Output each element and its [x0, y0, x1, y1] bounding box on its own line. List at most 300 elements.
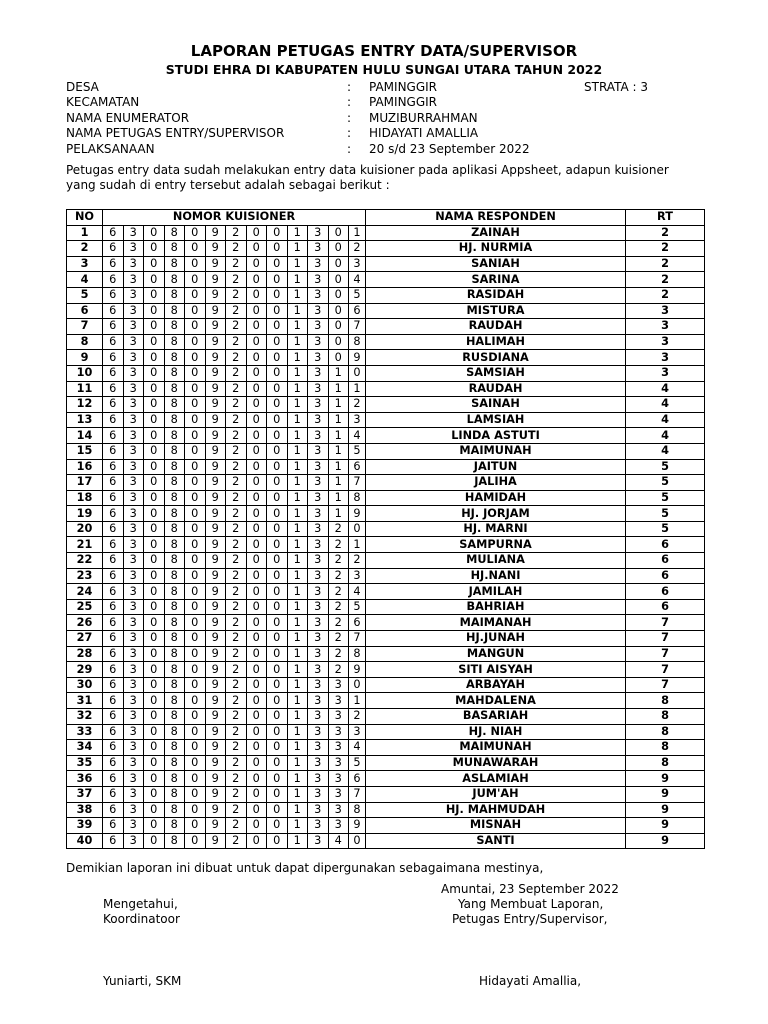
- kuisioner-digit-cell: 2: [226, 412, 247, 428]
- kuisioner-digit-cell: 0: [185, 833, 206, 849]
- kuisioner-digit-cell: 6: [103, 662, 124, 678]
- respondent-name-cell: HAMIDAH: [366, 490, 626, 506]
- kuisioner-digit-cell: 0: [246, 693, 267, 709]
- kuisioner-digit-cell: 6: [103, 443, 124, 459]
- kuisioner-digit-cell: 0: [267, 755, 288, 771]
- rt-cell: 3: [626, 303, 705, 319]
- kuisioner-digit-cell: 1: [349, 693, 366, 709]
- kuisioner-digit-cell: 1: [287, 615, 308, 631]
- kuisioner-digit-cell: 8: [164, 693, 185, 709]
- kuisioner-digit-cell: 3: [308, 771, 329, 787]
- kuisioner-digit-cell: 3: [123, 350, 144, 366]
- kuisioner-digit-cell: 2: [226, 256, 247, 272]
- respondent-name-cell: MAHDALENA: [366, 693, 626, 709]
- kuisioner-digit-cell: 0: [144, 599, 165, 615]
- kuisioner-digit-cell: 2: [226, 724, 247, 740]
- row-number-cell: 14: [67, 428, 103, 444]
- kuisioner-digit-cell: 3: [123, 490, 144, 506]
- kuisioner-digit-cell: 3: [123, 428, 144, 444]
- kuisioner-digit-cell: 4: [349, 584, 366, 600]
- header-nama-responden: NAMA RESPONDEN: [366, 210, 626, 226]
- kuisioner-digit-cell: 9: [205, 319, 226, 335]
- kuisioner-digit-cell: 3: [123, 287, 144, 303]
- respondent-name-cell: MISNAH: [366, 818, 626, 834]
- kuisioner-digit-cell: 0: [246, 397, 267, 413]
- kuisioner-digit-cell: 3: [308, 709, 329, 725]
- kuisioner-digit-cell: 3: [123, 459, 144, 475]
- kuisioner-digit-cell: 0: [144, 833, 165, 849]
- kuisioner-digit-cell: 1: [349, 537, 366, 553]
- kuisioner-digit-cell: 0: [267, 771, 288, 787]
- respondent-name-cell: ZAINAH: [366, 225, 626, 241]
- signature-left-line2: Koordinatoor: [103, 912, 180, 926]
- table-row: [67, 365, 705, 381]
- kuisioner-digit-cell: 8: [164, 677, 185, 693]
- kuisioner-digit-cell: 0: [246, 241, 267, 257]
- rt-cell: 2: [626, 287, 705, 303]
- kuisioner-digit-cell: 9: [205, 272, 226, 288]
- kuisioner-digit-cell: 5: [349, 287, 366, 303]
- respondent-name-cell: SARINA: [366, 272, 626, 288]
- table-row: [67, 693, 705, 709]
- kuisioner-digit-cell: 1: [287, 412, 308, 428]
- kuisioner-digit-cell: 0: [267, 428, 288, 444]
- kuisioner-digit-cell: 2: [226, 459, 247, 475]
- kuisioner-digit-cell: 3: [308, 272, 329, 288]
- kuisioner-digit-cell: 0: [185, 256, 206, 272]
- kuisioner-digit-cell: 1: [287, 350, 308, 366]
- kuisioner-digit-cell: 3: [308, 740, 329, 756]
- kuisioner-digit-cell: 9: [205, 693, 226, 709]
- kuisioner-digit-cell: 1: [287, 584, 308, 600]
- kuisioner-digit-cell: 6: [349, 771, 366, 787]
- closing-statement: Demikian laporan ini dibuat untuk dapat dipergunakan sebagaimana mestinya,: [66, 861, 544, 875]
- kuisioner-digit-cell: 1: [349, 381, 366, 397]
- table-row: [67, 537, 705, 553]
- respondent-name-cell: RAUDAH: [366, 319, 626, 335]
- kuisioner-digit-cell: 3: [308, 646, 329, 662]
- row-number-cell: 17: [67, 475, 103, 491]
- kuisioner-digit-cell: 3: [349, 724, 366, 740]
- kuisioner-digit-cell: 1: [287, 553, 308, 569]
- kuisioner-digit-cell: 6: [103, 241, 124, 257]
- row-number-cell: 9: [67, 350, 103, 366]
- kuisioner-digit-cell: 8: [164, 490, 185, 506]
- kuisioner-digit-cell: 0: [144, 537, 165, 553]
- kuisioner-digit-cell: 3: [308, 802, 329, 818]
- row-number-cell: 3: [67, 256, 103, 272]
- kuisioner-digit-cell: 0: [246, 599, 267, 615]
- kuisioner-digit-cell: 0: [246, 568, 267, 584]
- kuisioner-digit-cell: 9: [205, 443, 226, 459]
- kuisioner-digit-cell: 0: [144, 365, 165, 381]
- kuisioner-digit-cell: 0: [267, 568, 288, 584]
- header-rt: RT: [626, 210, 705, 226]
- kuisioner-digit-cell: 0: [246, 615, 267, 631]
- kuisioner-digit-cell: 1: [287, 818, 308, 834]
- kuisioner-digit-cell: 8: [164, 709, 185, 725]
- kuisioner-digit-cell: 9: [205, 677, 226, 693]
- kuisioner-digit-cell: 2: [226, 786, 247, 802]
- signature-left-name: Yuniarti, SKM: [103, 974, 182, 988]
- kuisioner-digit-cell: 6: [103, 537, 124, 553]
- kuisioner-digit-cell: 0: [267, 256, 288, 272]
- kuisioner-digit-cell: 8: [164, 443, 185, 459]
- kuisioner-digit-cell: 6: [103, 256, 124, 272]
- respondent-name-cell: SAINAH: [366, 397, 626, 413]
- kuisioner-digit-cell: 0: [144, 412, 165, 428]
- kuisioner-digit-cell: 2: [226, 755, 247, 771]
- meta-value: PAMINGGIR: [369, 80, 438, 94]
- respondent-name-cell: HJ. NIAH: [366, 724, 626, 740]
- kuisioner-digit-cell: 3: [308, 287, 329, 303]
- kuisioner-digit-cell: 0: [328, 241, 349, 257]
- kuisioner-digit-cell: 9: [205, 802, 226, 818]
- kuisioner-digit-cell: 2: [226, 584, 247, 600]
- kuisioner-digit-cell: 6: [103, 506, 124, 522]
- kuisioner-digit-cell: 2: [328, 662, 349, 678]
- table-row: [67, 677, 705, 693]
- kuisioner-digit-cell: 3: [308, 428, 329, 444]
- kuisioner-digit-cell: 0: [246, 272, 267, 288]
- kuisioner-digit-cell: 3: [328, 771, 349, 787]
- kuisioner-digit-cell: 8: [164, 319, 185, 335]
- kuisioner-digit-cell: 9: [205, 428, 226, 444]
- kuisioner-digit-cell: 0: [267, 740, 288, 756]
- respondent-name-cell: JAITUN: [366, 459, 626, 475]
- kuisioner-digit-cell: 8: [164, 740, 185, 756]
- kuisioner-digit-cell: 0: [185, 599, 206, 615]
- kuisioner-digit-cell: 0: [144, 256, 165, 272]
- row-number-cell: 39: [67, 818, 103, 834]
- kuisioner-digit-cell: 1: [287, 475, 308, 491]
- respondent-name-cell: HJ. NURMIA: [366, 241, 626, 257]
- kuisioner-digit-cell: 6: [103, 397, 124, 413]
- kuisioner-digit-cell: 2: [328, 631, 349, 647]
- kuisioner-digit-cell: 9: [205, 287, 226, 303]
- kuisioner-digit-cell: 9: [205, 771, 226, 787]
- rt-cell: 8: [626, 755, 705, 771]
- kuisioner-digit-cell: 0: [267, 319, 288, 335]
- kuisioner-digit-cell: 6: [103, 693, 124, 709]
- kuisioner-digit-cell: 2: [328, 646, 349, 662]
- respondent-name-cell: SAMPURNA: [366, 537, 626, 553]
- kuisioner-digit-cell: 0: [267, 615, 288, 631]
- kuisioner-digit-cell: 1: [287, 771, 308, 787]
- kuisioner-digit-cell: 1: [287, 381, 308, 397]
- kuisioner-digit-cell: 0: [246, 428, 267, 444]
- kuisioner-digit-cell: 9: [205, 786, 226, 802]
- respondent-name-cell: RASIDAH: [366, 287, 626, 303]
- kuisioner-digit-cell: 0: [246, 287, 267, 303]
- kuisioner-digit-cell: 3: [308, 506, 329, 522]
- kuisioner-digit-cell: 3: [123, 568, 144, 584]
- kuisioner-digit-cell: 0: [185, 771, 206, 787]
- kuisioner-digit-cell: 0: [144, 490, 165, 506]
- kuisioner-digit-cell: 3: [308, 225, 329, 241]
- kuisioner-digit-cell: 3: [349, 412, 366, 428]
- rt-cell: 8: [626, 740, 705, 756]
- kuisioner-digit-cell: 0: [185, 225, 206, 241]
- respondent-name-cell: LINDA ASTUTI: [366, 428, 626, 444]
- kuisioner-digit-cell: 3: [308, 833, 329, 849]
- kuisioner-digit-cell: 0: [267, 584, 288, 600]
- signature-right-line1: Yang Membuat Laporan,: [458, 897, 604, 911]
- row-number-cell: 35: [67, 755, 103, 771]
- table-row: [67, 241, 705, 257]
- table-row: [67, 709, 705, 725]
- kuisioner-digit-cell: 0: [267, 365, 288, 381]
- kuisioner-digit-cell: 3: [328, 724, 349, 740]
- kuisioner-digit-cell: 0: [246, 225, 267, 241]
- row-number-cell: 18: [67, 490, 103, 506]
- kuisioner-digit-cell: 8: [349, 490, 366, 506]
- row-number-cell: 26: [67, 615, 103, 631]
- kuisioner-digit-cell: 8: [164, 537, 185, 553]
- rt-cell: 6: [626, 584, 705, 600]
- kuisioner-digit-cell: 6: [103, 724, 124, 740]
- kuisioner-digit-cell: 8: [164, 662, 185, 678]
- respondent-name-cell: MANGUN: [366, 646, 626, 662]
- kuisioner-digit-cell: 3: [308, 631, 329, 647]
- row-number-cell: 40: [67, 833, 103, 849]
- kuisioner-digit-cell: 8: [164, 506, 185, 522]
- kuisioner-digit-cell: 3: [308, 724, 329, 740]
- kuisioner-digit-cell: 0: [267, 303, 288, 319]
- kuisioner-digit-cell: 3: [123, 334, 144, 350]
- row-number-cell: 4: [67, 272, 103, 288]
- table-row: [67, 818, 705, 834]
- kuisioner-digit-cell: 3: [123, 786, 144, 802]
- kuisioner-digit-cell: 3: [328, 818, 349, 834]
- kuisioner-digit-cell: 3: [328, 693, 349, 709]
- table-row: [67, 740, 705, 756]
- row-number-cell: 13: [67, 412, 103, 428]
- table-row: [67, 428, 705, 444]
- kuisioner-digit-cell: 8: [349, 646, 366, 662]
- kuisioner-digit-cell: 8: [164, 381, 185, 397]
- kuisioner-digit-cell: 0: [267, 397, 288, 413]
- table-row: [67, 334, 705, 350]
- kuisioner-digit-cell: 1: [328, 490, 349, 506]
- row-number-cell: 22: [67, 553, 103, 569]
- kuisioner-digit-cell: 0: [144, 443, 165, 459]
- kuisioner-digit-cell: 3: [308, 521, 329, 537]
- kuisioner-digit-cell: 0: [267, 334, 288, 350]
- meta-value: HIDAYATI AMALLIA: [369, 126, 479, 141]
- kuisioner-digit-cell: 1: [328, 412, 349, 428]
- kuisioner-digit-cell: 0: [185, 740, 206, 756]
- rt-cell: 7: [626, 615, 705, 631]
- respondent-name-cell: ARBAYAH: [366, 677, 626, 693]
- kuisioner-digit-cell: 0: [144, 319, 165, 335]
- kuisioner-digit-cell: 3: [349, 568, 366, 584]
- table-header-row: [67, 210, 705, 226]
- kuisioner-digit-cell: 9: [349, 818, 366, 834]
- kuisioner-digit-cell: 0: [185, 287, 206, 303]
- kuisioner-digit-cell: 0: [185, 350, 206, 366]
- rt-cell: 9: [626, 818, 705, 834]
- kuisioner-digit-cell: 0: [144, 287, 165, 303]
- respondent-name-cell: SAMSIAH: [366, 365, 626, 381]
- kuisioner-digit-cell: 3: [123, 225, 144, 241]
- kuisioner-digit-cell: 6: [103, 709, 124, 725]
- kuisioner-digit-cell: 1: [287, 490, 308, 506]
- table-row: [67, 786, 705, 802]
- kuisioner-digit-cell: 9: [205, 225, 226, 241]
- kuisioner-digit-cell: 1: [328, 365, 349, 381]
- row-number-cell: 1: [67, 225, 103, 241]
- respondent-name-cell: MAIMUNAH: [366, 443, 626, 459]
- kuisioner-digit-cell: 0: [328, 334, 349, 350]
- kuisioner-digit-cell: 0: [267, 272, 288, 288]
- kuisioner-digit-cell: 2: [226, 319, 247, 335]
- kuisioner-digit-cell: 2: [226, 506, 247, 522]
- respondent-name-cell: JAMILAH: [366, 584, 626, 600]
- meta-enumerator: [66, 111, 706, 126]
- row-number-cell: 11: [67, 381, 103, 397]
- kuisioner-digit-cell: 8: [164, 428, 185, 444]
- table-row: [67, 506, 705, 522]
- kuisioner-digit-cell: 8: [164, 802, 185, 818]
- kuisioner-digit-cell: 0: [144, 475, 165, 491]
- respondent-name-cell: ASLAMIAH: [366, 771, 626, 787]
- kuisioner-digit-cell: 9: [205, 662, 226, 678]
- kuisioner-digit-cell: 3: [123, 662, 144, 678]
- table-row: [67, 350, 705, 366]
- kuisioner-digit-cell: 1: [287, 225, 308, 241]
- kuisioner-digit-cell: 2: [328, 599, 349, 615]
- kuisioner-digit-cell: 0: [185, 786, 206, 802]
- kuisioner-digit-cell: 0: [185, 693, 206, 709]
- kuisioner-digit-cell: 0: [328, 272, 349, 288]
- kuisioner-digit-cell: 3: [308, 662, 329, 678]
- kuisioner-digit-cell: 2: [226, 833, 247, 849]
- kuisioner-digit-cell: 2: [328, 521, 349, 537]
- kuisioner-digit-cell: 0: [328, 319, 349, 335]
- kuisioner-digit-cell: 0: [267, 724, 288, 740]
- kuisioner-digit-cell: 0: [185, 412, 206, 428]
- kuisioner-digit-cell: 0: [349, 833, 366, 849]
- kuisioner-digit-cell: 6: [349, 615, 366, 631]
- respondent-name-cell: MUNAWARAH: [366, 755, 626, 771]
- rt-cell: 7: [626, 646, 705, 662]
- kuisioner-digit-cell: 0: [267, 506, 288, 522]
- kuisioner-digit-cell: 0: [185, 334, 206, 350]
- kuisioner-digit-cell: 3: [308, 334, 329, 350]
- meta-label: NAMA ENUMERATOR: [66, 110, 190, 125]
- kuisioner-digit-cell: 7: [349, 475, 366, 491]
- kuisioner-digit-cell: 0: [144, 771, 165, 787]
- kuisioner-digit-cell: 1: [287, 256, 308, 272]
- kuisioner-digit-cell: 0: [144, 350, 165, 366]
- kuisioner-digit-cell: 3: [123, 256, 144, 272]
- respondent-name-cell: SANIAH: [366, 256, 626, 272]
- kuisioner-digit-cell: 1: [287, 755, 308, 771]
- kuisioner-digit-cell: 8: [164, 833, 185, 849]
- kuisioner-digit-cell: 2: [328, 584, 349, 600]
- rt-cell: 3: [626, 334, 705, 350]
- kuisioner-digit-cell: 0: [246, 755, 267, 771]
- row-number-cell: 24: [67, 584, 103, 600]
- kuisioner-digit-cell: 0: [246, 631, 267, 647]
- kuisioner-digit-cell: 8: [164, 521, 185, 537]
- kuisioner-digit-cell: 3: [308, 397, 329, 413]
- meta-colon: :: [347, 95, 352, 110]
- respondent-name-cell: RUSDIANA: [366, 350, 626, 366]
- kuisioner-digit-cell: 8: [164, 584, 185, 600]
- kuisioner-digit-cell: 3: [308, 599, 329, 615]
- kuisioner-digit-cell: 8: [164, 755, 185, 771]
- kuisioner-digit-cell: 4: [328, 833, 349, 849]
- kuisioner-digit-cell: 0: [246, 740, 267, 756]
- table-row: [67, 412, 705, 428]
- row-number-cell: 16: [67, 459, 103, 475]
- kuisioner-digit-cell: 0: [185, 662, 206, 678]
- kuisioner-digit-cell: 2: [226, 241, 247, 257]
- kuisioner-digit-cell: 0: [185, 724, 206, 740]
- kuisioner-digit-cell: 1: [287, 428, 308, 444]
- kuisioner-digit-cell: 3: [123, 724, 144, 740]
- kuisioner-digit-cell: 0: [246, 662, 267, 678]
- row-number-cell: 21: [67, 537, 103, 553]
- rt-cell: 6: [626, 599, 705, 615]
- rt-cell: 3: [626, 319, 705, 335]
- respondent-name-cell: JALIHA: [366, 475, 626, 491]
- row-number-cell: 31: [67, 693, 103, 709]
- kuisioner-digit-cell: 0: [267, 350, 288, 366]
- kuisioner-digit-cell: 8: [164, 631, 185, 647]
- kuisioner-digit-cell: 8: [349, 334, 366, 350]
- kuisioner-digit-cell: 0: [267, 599, 288, 615]
- kuisioner-digit-cell: 0: [144, 802, 165, 818]
- meta-label: NAMA PETUGAS ENTRY/SUPERVISOR: [66, 126, 285, 141]
- kuisioner-digit-cell: 0: [185, 646, 206, 662]
- kuisioner-digit-cell: 3: [123, 584, 144, 600]
- kuisioner-digit-cell: 6: [103, 521, 124, 537]
- kuisioner-digit-cell: 3: [123, 833, 144, 849]
- row-number-cell: 38: [67, 802, 103, 818]
- row-number-cell: 5: [67, 287, 103, 303]
- rt-cell: 5: [626, 490, 705, 506]
- meta-label: KECAMATAN: [66, 95, 140, 110]
- kuisioner-digit-cell: 2: [328, 568, 349, 584]
- kuisioner-digit-cell: 8: [164, 287, 185, 303]
- kuisioner-digit-cell: 2: [328, 537, 349, 553]
- kuisioner-digit-cell: 0: [328, 287, 349, 303]
- kuisioner-digit-cell: 6: [103, 677, 124, 693]
- kuisioner-digit-cell: 9: [205, 521, 226, 537]
- kuisioner-digit-cell: 0: [185, 537, 206, 553]
- kuisioner-digit-cell: 6: [103, 786, 124, 802]
- row-number-cell: 25: [67, 599, 103, 615]
- kuisioner-digit-cell: 2: [349, 397, 366, 413]
- table-row: [67, 599, 705, 615]
- row-number-cell: 32: [67, 709, 103, 725]
- table-row: [67, 303, 705, 319]
- kuisioner-digit-cell: 9: [205, 646, 226, 662]
- kuisioner-digit-cell: 0: [185, 475, 206, 491]
- kuisioner-digit-cell: 3: [123, 365, 144, 381]
- kuisioner-digit-cell: 1: [287, 459, 308, 475]
- row-number-cell: 37: [67, 786, 103, 802]
- kuisioner-digit-cell: 6: [103, 802, 124, 818]
- kuisioner-digit-cell: 0: [246, 475, 267, 491]
- kuisioner-digit-cell: 3: [123, 303, 144, 319]
- kuisioner-digit-cell: 1: [328, 475, 349, 491]
- kuisioner-digit-cell: 0: [144, 646, 165, 662]
- kuisioner-digit-cell: 3: [123, 755, 144, 771]
